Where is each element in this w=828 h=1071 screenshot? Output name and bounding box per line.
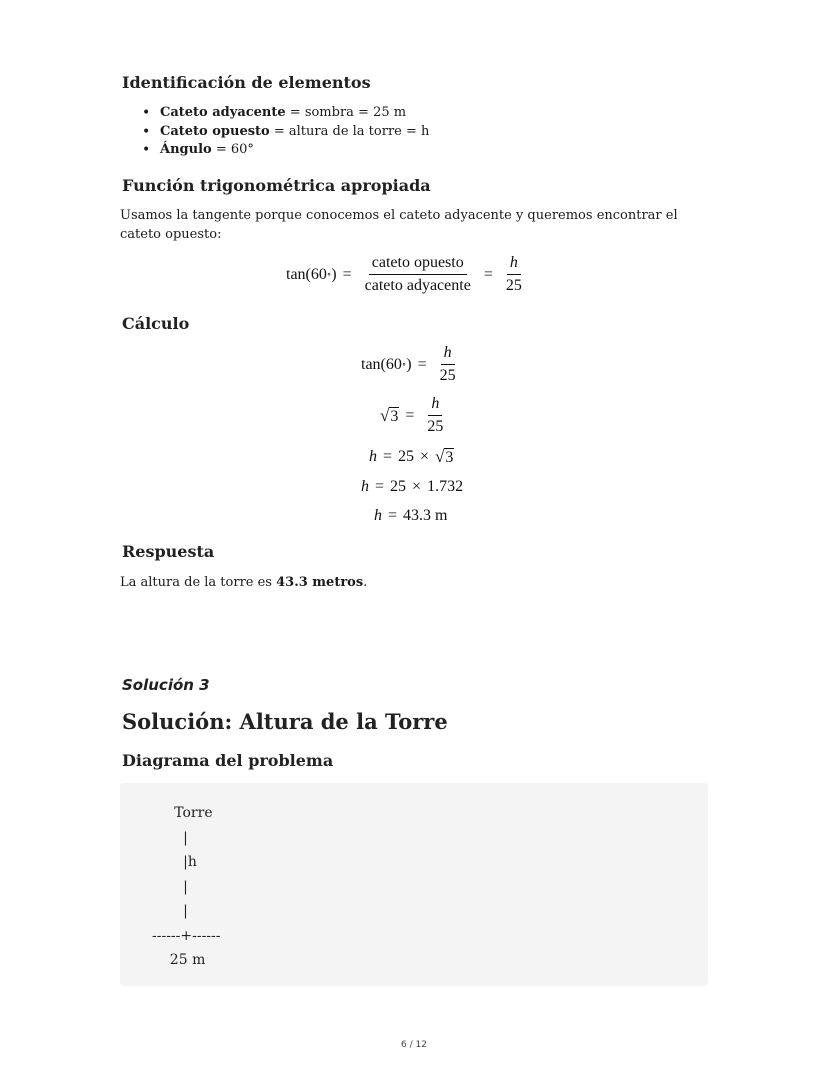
heading-funcion: Función trigonométrica apropiada bbox=[122, 176, 431, 195]
solution-title: Solución: Altura de la Torre bbox=[122, 709, 448, 734]
diagram-code-block bbox=[120, 783, 708, 986]
item-term: Cateto adyacente bbox=[160, 105, 286, 120]
eq-result: 43.3 m bbox=[403, 507, 448, 524]
eq-equals: = bbox=[483, 265, 493, 283]
radical-sign: √ bbox=[435, 447, 445, 466]
respuesta-suffix: . bbox=[363, 575, 368, 590]
item-desc: = 60° bbox=[211, 142, 254, 157]
solution-label: Solución 3 bbox=[122, 676, 210, 694]
heading-respuesta: Respuesta bbox=[122, 542, 215, 561]
eq-degree: ∘ bbox=[401, 359, 407, 369]
eq-variable: h bbox=[374, 507, 382, 524]
heading-calculo: Cálculo bbox=[122, 314, 190, 333]
eq-equals: = bbox=[375, 478, 385, 495]
eq-lhs: tan(60 bbox=[286, 265, 327, 283]
numerator: cateto opuesto bbox=[369, 254, 467, 275]
equation-tangent-definition bbox=[286, 254, 529, 295]
denominator: cateto adyacente bbox=[364, 277, 471, 294]
eq-lhs: tan(60 bbox=[361, 355, 402, 373]
item-desc: = altura de la torre = h bbox=[269, 123, 430, 139]
funcion-text: Usamos la tangente porque conocemos el cateto adyacente y queremos encontrar el cateto opuesto: bbox=[120, 208, 678, 242]
eq-variable: h bbox=[361, 478, 369, 495]
diagram-text: Torre | |h | | ------+------ 25 m bbox=[152, 805, 221, 968]
eq-equals: = bbox=[417, 355, 427, 373]
eq-times: × bbox=[420, 448, 430, 465]
square-root bbox=[380, 407, 399, 425]
equation-calc-5 bbox=[374, 507, 447, 525]
eq-degree: ∘ bbox=[326, 269, 332, 279]
elements-list bbox=[160, 104, 429, 160]
equation-calc-2 bbox=[380, 395, 450, 436]
eq-number: 25 bbox=[398, 448, 415, 465]
eq-close: ) bbox=[331, 265, 337, 283]
fraction bbox=[362, 254, 474, 295]
numerator: h bbox=[509, 254, 518, 271]
eq-number: 25 bbox=[390, 478, 407, 495]
denominator: 25 bbox=[505, 277, 522, 294]
item-term: Cateto opuesto bbox=[160, 123, 270, 139]
eq-equals: = bbox=[388, 507, 398, 524]
list-item bbox=[160, 123, 429, 142]
numerator: h bbox=[443, 344, 452, 361]
equation-calc-3 bbox=[369, 448, 454, 466]
item-desc: = sombra = 25 m bbox=[285, 105, 407, 120]
eq-times: × bbox=[412, 478, 422, 495]
eq-number: 1.732 bbox=[427, 478, 464, 495]
fraction bbox=[503, 254, 525, 295]
eq-equals: = bbox=[405, 406, 415, 424]
eq-close: ) bbox=[406, 355, 412, 373]
respuesta-prefix: La altura de la torre es bbox=[120, 575, 277, 590]
list-item bbox=[160, 104, 429, 123]
square-root bbox=[435, 448, 454, 466]
equation-calc-4 bbox=[361, 478, 463, 496]
item-term: Ángulo bbox=[160, 142, 212, 157]
respuesta-value: 43.3 metros bbox=[276, 575, 364, 590]
radicand: 3 bbox=[390, 407, 399, 425]
respuesta-text bbox=[120, 573, 367, 592]
denominator: 25 bbox=[439, 367, 456, 384]
fraction bbox=[424, 395, 446, 436]
page-number: 6 / 12 bbox=[401, 1040, 427, 1050]
list-item bbox=[160, 141, 429, 160]
eq-equals: = bbox=[342, 265, 352, 283]
heading-identificacion: Identificación de elementos bbox=[122, 73, 371, 92]
radical-sign: √ bbox=[380, 405, 390, 425]
fraction bbox=[437, 344, 459, 385]
numerator: h bbox=[431, 395, 440, 412]
heading-diagrama: Diagrama del problema bbox=[122, 751, 334, 770]
eq-equals: = bbox=[383, 448, 393, 465]
equation-calc-1 bbox=[361, 344, 463, 385]
eq-variable: h bbox=[369, 448, 377, 465]
radicand: 3 bbox=[445, 449, 454, 466]
denominator: 25 bbox=[427, 418, 444, 435]
